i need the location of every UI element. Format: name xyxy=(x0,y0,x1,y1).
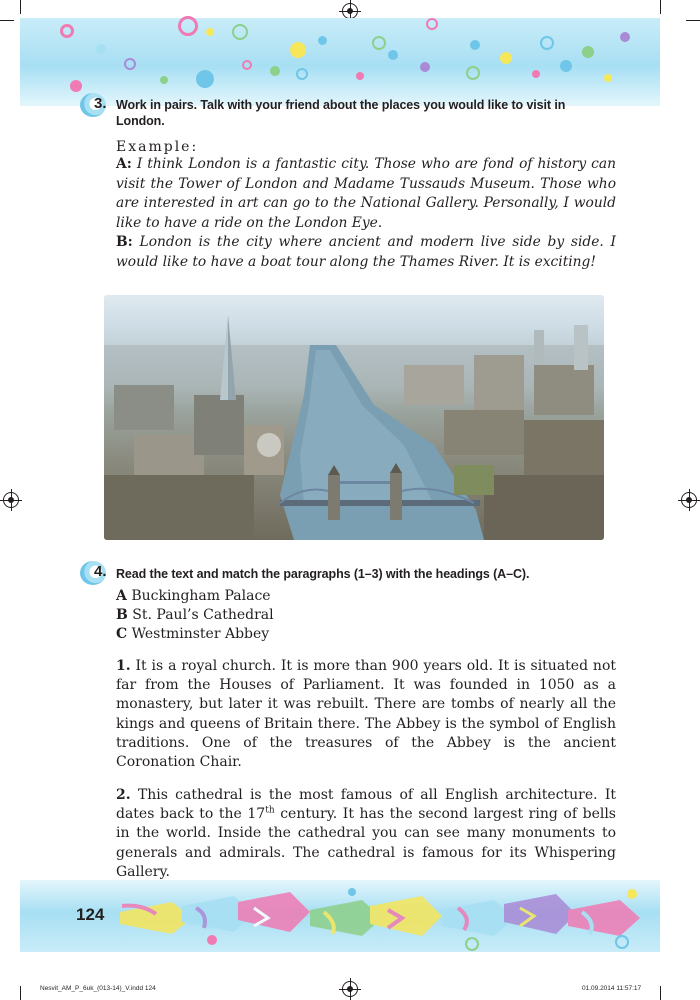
task-3-number: 3. xyxy=(82,92,116,118)
dialog-text-a: I think London is a fantastic city. Those who are fond of history can visit the Tower of London and Madame Tussauds Museum. Those who are interested in art can go to the National Gallery. Personally, I would like to have a ride on the London Eye. xyxy=(116,156,616,231)
dialog-line-a xyxy=(116,155,616,233)
task-4-instruction: Read the text and match the paragraphs (1–3) with the headings (A–C). xyxy=(116,567,530,581)
page-number: 124 xyxy=(76,905,105,924)
london-aerial-photo xyxy=(104,295,604,540)
london-aerial-illustration xyxy=(104,295,604,540)
example-block xyxy=(116,139,616,272)
crop-mark xyxy=(20,986,21,1000)
task-4-number: 4. xyxy=(82,560,116,586)
registration-mark-icon xyxy=(342,3,358,19)
heading-item-a: A Buckingham Palace xyxy=(116,588,271,604)
speaker-a: A: xyxy=(116,156,132,172)
dialog-line-b xyxy=(116,233,616,272)
dialog-text-b: London is the city where ancient and modern live side by side. I would like to have a boat tour along the Thames River. It is exciting! xyxy=(116,234,617,270)
crop-mark xyxy=(0,20,14,21)
footer-file-name: Nesvit_AM_P_6uk_(013-14)_V.indd 124 xyxy=(40,985,156,992)
crop-mark xyxy=(20,0,21,14)
headings-list xyxy=(116,587,616,644)
example-dialog xyxy=(116,155,616,272)
task-3-instruction: Work in pairs. Talk with your friend about the places you would like to visit in London. xyxy=(116,98,566,128)
bottom-arrow-decoration xyxy=(112,884,660,952)
registration-mark-icon xyxy=(342,981,358,997)
example-label: Example: xyxy=(116,139,199,155)
heading-item-b: B St. Paul’s Cathedral xyxy=(116,607,274,623)
crop-mark xyxy=(660,986,661,1000)
paragraph-1: 1. It is a royal church. It is more than 900 years old. It is situated not far from the Houses of Parliament. It was founded in 1050 as a monastery, but later it was rebuilt. There are tombs of nearly all the kings and queens of Britain there. The Abbey is the symbol of English traditions. One of the treasures of the Abbey is the ancient Coronation Chair. xyxy=(116,658,616,771)
registration-mark-icon xyxy=(3,492,19,508)
crop-mark xyxy=(660,0,661,14)
heading-item-c: C Westminster Abbey xyxy=(116,626,270,642)
registration-mark-icon xyxy=(681,492,697,508)
footer-datetime: 01.09.2014 11:57:17 xyxy=(582,985,642,992)
speaker-b: B: xyxy=(116,234,133,250)
paragraph-2: 2. This cathedral is the most famous of all English architecture. It dates back to the 17th century. It has the second largest ring of bells in the world. Inside the cathedral you can see many monuments to generals and admirals. The cathedral is famous for its Whispering Gallery. xyxy=(116,787,616,880)
crop-mark xyxy=(686,20,700,21)
